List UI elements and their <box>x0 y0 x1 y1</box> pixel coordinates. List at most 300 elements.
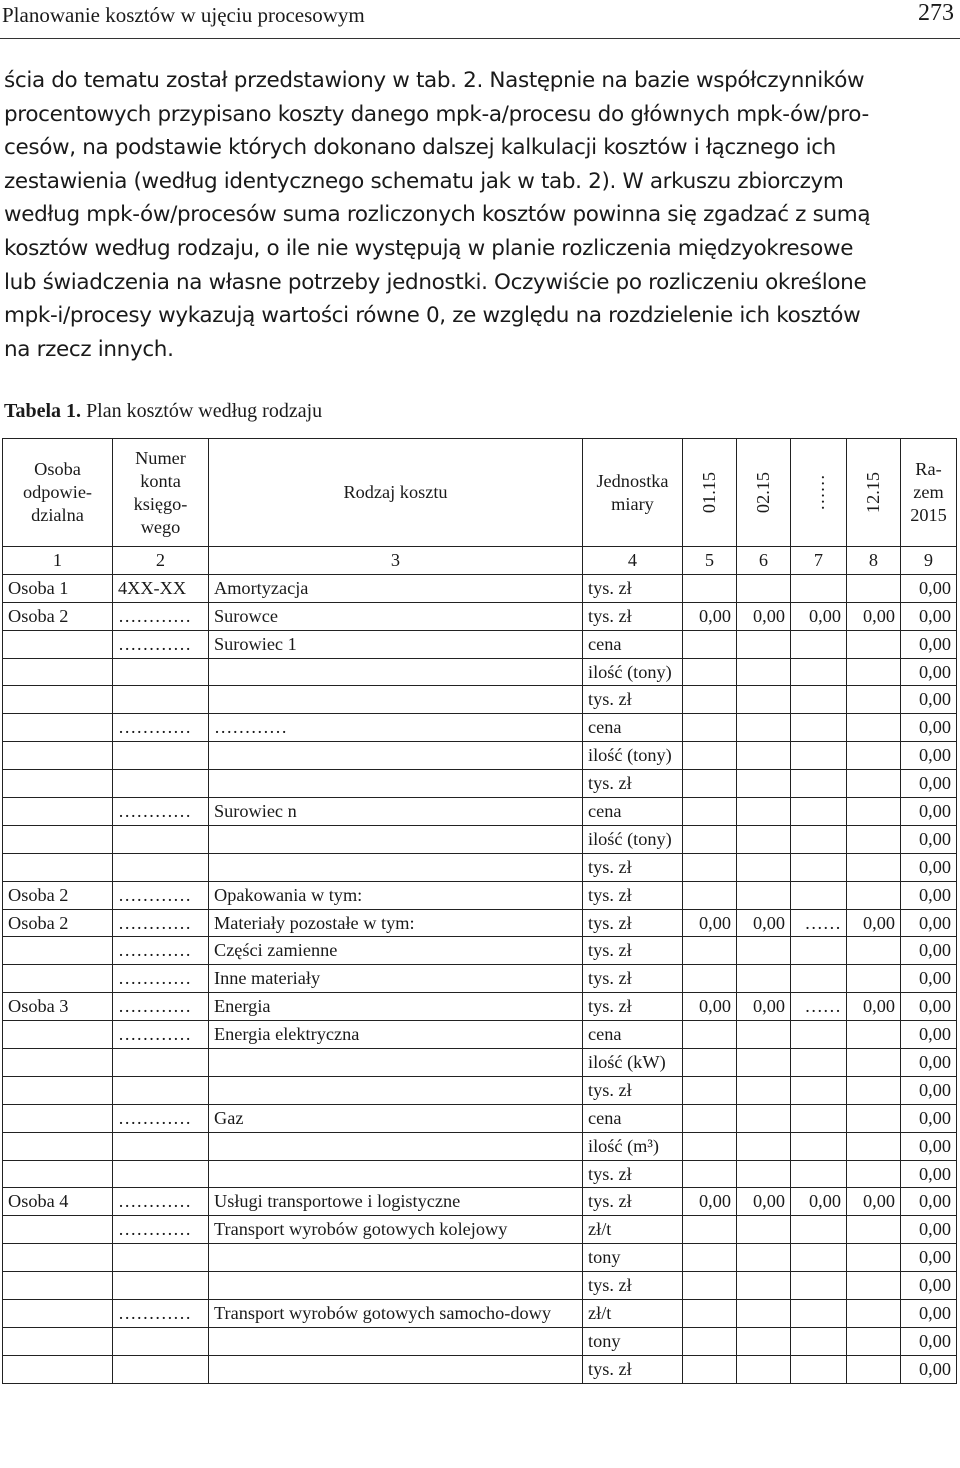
razem-cell: 0,00 <box>901 825 957 853</box>
razem-cell: 0,00 <box>901 1355 957 1383</box>
jednostka-cell: cena <box>583 1021 683 1049</box>
m12-cell <box>847 574 901 602</box>
m02-cell <box>737 770 791 798</box>
table-row <box>3 602 957 630</box>
m02-cell <box>737 1160 791 1188</box>
razem-cell: 0,00 <box>901 937 957 965</box>
rodzaj-cell: Gaz <box>209 1104 583 1132</box>
m02-cell <box>737 798 791 826</box>
m01-cell <box>683 1132 737 1160</box>
rodzaj-cell <box>209 1076 583 1104</box>
m03-cell <box>791 1300 847 1328</box>
rodzaj-cell: Energia <box>209 993 583 1021</box>
osoba-cell <box>3 937 113 965</box>
m03-cell <box>791 686 847 714</box>
osoba-cell <box>3 853 113 881</box>
jednostka-cell: tony <box>583 1244 683 1272</box>
konto-cell: ………… <box>113 993 209 1021</box>
m02-cell <box>737 1216 791 1244</box>
m12-cell <box>847 658 901 686</box>
table-row <box>3 965 957 993</box>
m12-cell: 0,00 <box>847 909 901 937</box>
jednostka-cell: tys. zł <box>583 686 683 714</box>
table-row <box>3 742 957 770</box>
jednostka-cell: tys. zł <box>583 1188 683 1216</box>
jednostka-cell: tys. zł <box>583 1272 683 1300</box>
table-row <box>3 1104 957 1132</box>
m12-cell <box>847 1300 901 1328</box>
rodzaj-cell: Surowiec n <box>209 798 583 826</box>
m01-cell <box>683 1104 737 1132</box>
osoba-cell <box>3 798 113 826</box>
m12-cell <box>847 630 901 658</box>
m01-cell: 0,00 <box>683 993 737 1021</box>
m03-cell <box>791 1132 847 1160</box>
razem-cell: 0,00 <box>901 686 957 714</box>
konto-cell: ………… <box>113 1104 209 1132</box>
text-line: na rzecz innych. <box>4 336 174 362</box>
text-line: mpk-i/procesy wykazują wartości równe 0, ze względu na rozdzielenie ich kosztów <box>4 303 861 329</box>
m03-cell <box>791 825 847 853</box>
m02-cell <box>737 1104 791 1132</box>
jednostka-cell: ilość (kW) <box>583 1049 683 1077</box>
osoba-cell <box>3 1244 113 1272</box>
m03-cell <box>791 1355 847 1383</box>
razem-cell: 0,00 <box>901 853 957 881</box>
rodzaj-cell: Inne materiały <box>209 965 583 993</box>
m01-cell <box>683 825 737 853</box>
konto-cell <box>113 1132 209 1160</box>
m02-cell <box>737 937 791 965</box>
m02-cell <box>737 574 791 602</box>
m01-cell <box>683 658 737 686</box>
konto-cell: ………… <box>113 909 209 937</box>
m02-cell <box>737 1021 791 1049</box>
m03-cell <box>791 658 847 686</box>
razem-cell: 0,00 <box>901 714 957 742</box>
m12-cell <box>847 1104 901 1132</box>
razem-cell: 0,00 <box>901 630 957 658</box>
razem-cell: 0,00 <box>901 658 957 686</box>
header-jednostka: Jednostka miary <box>583 439 683 547</box>
m01-cell <box>683 1076 737 1104</box>
m12-cell <box>847 1021 901 1049</box>
razem-cell: 0,00 <box>901 742 957 770</box>
m01-cell <box>683 686 737 714</box>
m12-cell: 0,00 <box>847 602 901 630</box>
m03-cell: …… <box>791 993 847 1021</box>
m03-cell <box>791 1272 847 1300</box>
osoba-cell <box>3 770 113 798</box>
razem-cell: 0,00 <box>901 1132 957 1160</box>
page-number: 273 <box>918 0 954 26</box>
jednostka-cell: cena <box>583 714 683 742</box>
m01-cell <box>683 798 737 826</box>
m02-cell <box>737 1272 791 1300</box>
razem-cell: 0,00 <box>901 770 957 798</box>
rodzaj-cell: Amortyzacja <box>209 574 583 602</box>
table-row <box>3 909 957 937</box>
table-row <box>3 1076 957 1104</box>
konto-cell: ………… <box>113 881 209 909</box>
jednostka-cell: zł/t <box>583 1300 683 1328</box>
rodzaj-cell <box>209 1132 583 1160</box>
table-caption <box>4 400 322 423</box>
m12-cell <box>847 937 901 965</box>
jednostka-cell: tys. zł <box>583 574 683 602</box>
jednostka-cell: cena <box>583 1104 683 1132</box>
m02-cell <box>737 658 791 686</box>
table-row <box>3 853 957 881</box>
m12-cell: 0,00 <box>847 993 901 1021</box>
m03-cell <box>791 770 847 798</box>
table-row <box>3 1021 957 1049</box>
header-numer-konta: Numer konta księgo-wego <box>113 439 209 547</box>
rodzaj-cell: Transport wyrobów gotowych kolejowy <box>209 1216 583 1244</box>
jednostka-cell: tys. zł <box>583 937 683 965</box>
m01-cell: 0,00 <box>683 909 737 937</box>
m12-cell <box>847 1244 901 1272</box>
razem-cell: 0,00 <box>901 1160 957 1188</box>
rodzaj-cell <box>209 825 583 853</box>
konto-cell <box>113 825 209 853</box>
table-row <box>3 881 957 909</box>
osoba-cell <box>3 1355 113 1383</box>
osoba-cell: Osoba 1 <box>3 574 113 602</box>
m01-cell <box>683 742 737 770</box>
table-row <box>3 937 957 965</box>
jednostka-cell: cena <box>583 798 683 826</box>
konto-cell <box>113 1049 209 1077</box>
m01-cell <box>683 853 737 881</box>
konto-cell <box>113 1355 209 1383</box>
osoba-cell <box>3 1160 113 1188</box>
jednostka-cell: tys. zł <box>583 993 683 1021</box>
konto-cell: ………… <box>113 602 209 630</box>
jednostka-cell: tys. zł <box>583 965 683 993</box>
rodzaj-cell <box>209 853 583 881</box>
m02-cell: 0,00 <box>737 993 791 1021</box>
column-number: 4 <box>583 547 683 575</box>
osoba-cell <box>3 1300 113 1328</box>
konto-cell <box>113 1272 209 1300</box>
jednostka-cell: zł/t <box>583 1216 683 1244</box>
m03-cell <box>791 853 847 881</box>
konto-cell <box>113 770 209 798</box>
osoba-cell <box>3 714 113 742</box>
m03-cell <box>791 1076 847 1104</box>
jednostka-cell: tys. zł <box>583 1076 683 1104</box>
rodzaj-cell <box>209 742 583 770</box>
razem-cell: 0,00 <box>901 1327 957 1355</box>
m03-cell <box>791 1327 847 1355</box>
m02-cell: 0,00 <box>737 909 791 937</box>
m02-cell <box>737 742 791 770</box>
razem-cell: 0,00 <box>901 1244 957 1272</box>
razem-cell: 0,00 <box>901 1049 957 1077</box>
column-number: 3 <box>209 547 583 575</box>
table-row <box>3 1216 957 1244</box>
m03-cell <box>791 1104 847 1132</box>
konto-cell <box>113 742 209 770</box>
table-row <box>3 825 957 853</box>
m03-cell <box>791 965 847 993</box>
table-row <box>3 770 957 798</box>
m12-cell <box>847 853 901 881</box>
text-line: kosztów według rodzaju, o ile nie występują w planie rozliczenia międzyokresowe <box>4 235 854 261</box>
table-row <box>3 714 957 742</box>
table-row <box>3 686 957 714</box>
m12-cell <box>847 1216 901 1244</box>
razem-cell: 0,00 <box>901 1021 957 1049</box>
table-row <box>3 658 957 686</box>
razem-cell: 0,00 <box>901 1104 957 1132</box>
m03-cell <box>791 937 847 965</box>
jednostka-cell: cena <box>583 630 683 658</box>
konto-cell: ………… <box>113 714 209 742</box>
table-row <box>3 1188 957 1216</box>
m03-cell: …… <box>791 909 847 937</box>
m12-cell <box>847 714 901 742</box>
table-row <box>3 1049 957 1077</box>
osoba-cell <box>3 742 113 770</box>
m02-cell <box>737 686 791 714</box>
m02-cell: 0,00 <box>737 602 791 630</box>
konto-cell: ………… <box>113 937 209 965</box>
rodzaj-cell: Opakowania w tym: <box>209 881 583 909</box>
table-row <box>3 1160 957 1188</box>
jednostka-cell: tys. zł <box>583 602 683 630</box>
m12-cell <box>847 686 901 714</box>
m02-cell <box>737 853 791 881</box>
m01-cell <box>683 1327 737 1355</box>
m02-cell <box>737 881 791 909</box>
m12-cell <box>847 798 901 826</box>
table-caption-text: Plan kosztów według rodzaju <box>86 400 323 422</box>
table-row <box>3 1132 957 1160</box>
m02-cell <box>737 1049 791 1077</box>
m02-cell <box>737 965 791 993</box>
m03-cell <box>791 1049 847 1077</box>
razem-cell: 0,00 <box>901 909 957 937</box>
m01-cell <box>683 937 737 965</box>
m12-cell <box>847 965 901 993</box>
m12-cell: 0,00 <box>847 1188 901 1216</box>
m01-cell <box>683 1300 737 1328</box>
jednostka-cell: tys. zł <box>583 770 683 798</box>
razem-cell: 0,00 <box>901 1272 957 1300</box>
osoba-cell <box>3 965 113 993</box>
m12-cell <box>847 1272 901 1300</box>
m03-cell: 0,00 <box>791 1188 847 1216</box>
m01-cell <box>683 1355 737 1383</box>
rodzaj-cell <box>209 686 583 714</box>
rodzaj-cell: Materiały pozostałe w tym: <box>209 909 583 937</box>
header-rodzaj-kosztu: Rodzaj kosztu <box>209 439 583 547</box>
konto-cell: ………… <box>113 1021 209 1049</box>
rodzaj-cell: Części zamienne <box>209 937 583 965</box>
rodzaj-cell <box>209 770 583 798</box>
m12-cell <box>847 770 901 798</box>
m02-cell <box>737 630 791 658</box>
konto-cell: ………… <box>113 1188 209 1216</box>
text-line: ścia do tematu został przedstawiony w tab. 2. Następnie na bazie współczynników <box>4 68 865 93</box>
rodzaj-cell: Energia elektryczna <box>209 1021 583 1049</box>
rodzaj-cell <box>209 1244 583 1272</box>
table-row <box>3 1327 957 1355</box>
column-number: 2 <box>113 547 209 575</box>
body-paragraph <box>4 64 956 366</box>
table-row <box>3 630 957 658</box>
column-number: 5 <box>683 547 737 575</box>
m03-cell <box>791 574 847 602</box>
m03-cell <box>791 881 847 909</box>
konto-cell <box>113 1327 209 1355</box>
rodzaj-cell <box>209 1327 583 1355</box>
m03-cell <box>791 1021 847 1049</box>
rodzaj-cell <box>209 658 583 686</box>
m12-cell <box>847 1049 901 1077</box>
column-number: 1 <box>3 547 113 575</box>
osoba-cell <box>3 1216 113 1244</box>
jednostka-cell: tys. zł <box>583 1355 683 1383</box>
razem-cell: 0,00 <box>901 798 957 826</box>
konto-cell <box>113 853 209 881</box>
m03-cell <box>791 742 847 770</box>
m12-cell <box>847 1355 901 1383</box>
osoba-cell: Osoba 2 <box>3 602 113 630</box>
m01-cell <box>683 714 737 742</box>
razem-cell: 0,00 <box>901 1216 957 1244</box>
column-number: 6 <box>737 547 791 575</box>
column-number: 9 <box>901 547 957 575</box>
m01-cell <box>683 1216 737 1244</box>
m01-cell <box>683 1272 737 1300</box>
konto-cell <box>113 1244 209 1272</box>
page-header <box>0 0 960 39</box>
header-month-02: 02.15 <box>737 439 791 547</box>
m01-cell <box>683 965 737 993</box>
rodzaj-cell: Usługi transportowe i logistyczne <box>209 1188 583 1216</box>
osoba-cell <box>3 630 113 658</box>
m02-cell: 0,00 <box>737 1188 791 1216</box>
osoba-cell <box>3 1272 113 1300</box>
m12-cell <box>847 881 901 909</box>
m03-cell <box>791 1160 847 1188</box>
rodzaj-cell <box>209 1272 583 1300</box>
konto-cell: ………… <box>113 1216 209 1244</box>
razem-cell: 0,00 <box>901 574 957 602</box>
osoba-cell: Osoba 2 <box>3 881 113 909</box>
osoba-cell: Osoba 4 <box>3 1188 113 1216</box>
m01-cell: 0,00 <box>683 1188 737 1216</box>
rodzaj-cell: Surowce <box>209 602 583 630</box>
m12-cell <box>847 1160 901 1188</box>
razem-cell: 0,00 <box>901 993 957 1021</box>
osoba-cell <box>3 1049 113 1077</box>
razem-cell: 0,00 <box>901 965 957 993</box>
m03-cell <box>791 1216 847 1244</box>
jednostka-cell: tys. zł <box>583 881 683 909</box>
m03-cell <box>791 1244 847 1272</box>
m12-cell <box>847 825 901 853</box>
table-caption-label: Tabela 1. <box>4 400 82 422</box>
m02-cell <box>737 1076 791 1104</box>
rodzaj-cell <box>209 1160 583 1188</box>
konto-cell: ………… <box>113 798 209 826</box>
konto-cell: 4XX-XX <box>113 574 209 602</box>
razem-cell: 0,00 <box>901 1076 957 1104</box>
m01-cell <box>683 770 737 798</box>
osoba-cell: Osoba 3 <box>3 993 113 1021</box>
text-line: zestawienia (według identycznego schematu jak w tab. 2). W arkuszu zbiorczym <box>4 168 844 194</box>
header-month-01: 01.15 <box>683 439 737 547</box>
m02-cell <box>737 714 791 742</box>
text-line: lub świadczenia na własne potrzeby jednostki. Oczywiście po rozliczeniu określone <box>4 269 867 295</box>
table-row <box>3 1355 957 1383</box>
konto-cell: ………… <box>113 630 209 658</box>
m02-cell <box>737 1132 791 1160</box>
table-header <box>3 439 957 547</box>
m03-cell: 0,00 <box>791 602 847 630</box>
m02-cell <box>737 1300 791 1328</box>
m01-cell: 0,00 <box>683 602 737 630</box>
osoba-cell <box>3 658 113 686</box>
table-row <box>3 1300 957 1328</box>
table-body <box>3 547 957 1384</box>
m01-cell <box>683 1021 737 1049</box>
konto-cell <box>113 1160 209 1188</box>
konto-cell <box>113 658 209 686</box>
table-row <box>3 1272 957 1300</box>
m02-cell <box>737 825 791 853</box>
rodzaj-cell <box>209 1049 583 1077</box>
konto-cell <box>113 1076 209 1104</box>
konto-cell <box>113 686 209 714</box>
m12-cell <box>847 1076 901 1104</box>
jednostka-cell: tys. zł <box>583 853 683 881</box>
text-line: procentowych przypisano koszty danego mpk-a/procesu do głównych mpk-ów/pro- <box>4 101 869 127</box>
m02-cell <box>737 1244 791 1272</box>
m12-cell <box>847 1327 901 1355</box>
konto-cell: ………… <box>113 1300 209 1328</box>
m01-cell <box>683 1160 737 1188</box>
column-number-row <box>3 547 957 575</box>
osoba-cell <box>3 686 113 714</box>
header-razem: Ra-zem 2015 <box>901 439 957 547</box>
razem-cell: 0,00 <box>901 1188 957 1216</box>
header-month-ellipsis: …… <box>791 439 847 547</box>
m03-cell <box>791 630 847 658</box>
m01-cell <box>683 574 737 602</box>
table-row <box>3 798 957 826</box>
jednostka-cell: ilość (tony) <box>583 658 683 686</box>
column-number: 8 <box>847 547 901 575</box>
header-osoba: Osoba odpowie-dzialna <box>3 439 113 547</box>
jednostka-cell: ilość (m³) <box>583 1132 683 1160</box>
table-row <box>3 574 957 602</box>
rodzaj-cell: Surowiec 1 <box>209 630 583 658</box>
m03-cell <box>791 714 847 742</box>
jednostka-cell: tys. zł <box>583 909 683 937</box>
header-month-12: 12.15 <box>847 439 901 547</box>
m03-cell <box>791 798 847 826</box>
m01-cell <box>683 1244 737 1272</box>
konto-cell: ………… <box>113 965 209 993</box>
razem-cell: 0,00 <box>901 881 957 909</box>
m02-cell <box>737 1355 791 1383</box>
table-row <box>3 993 957 1021</box>
